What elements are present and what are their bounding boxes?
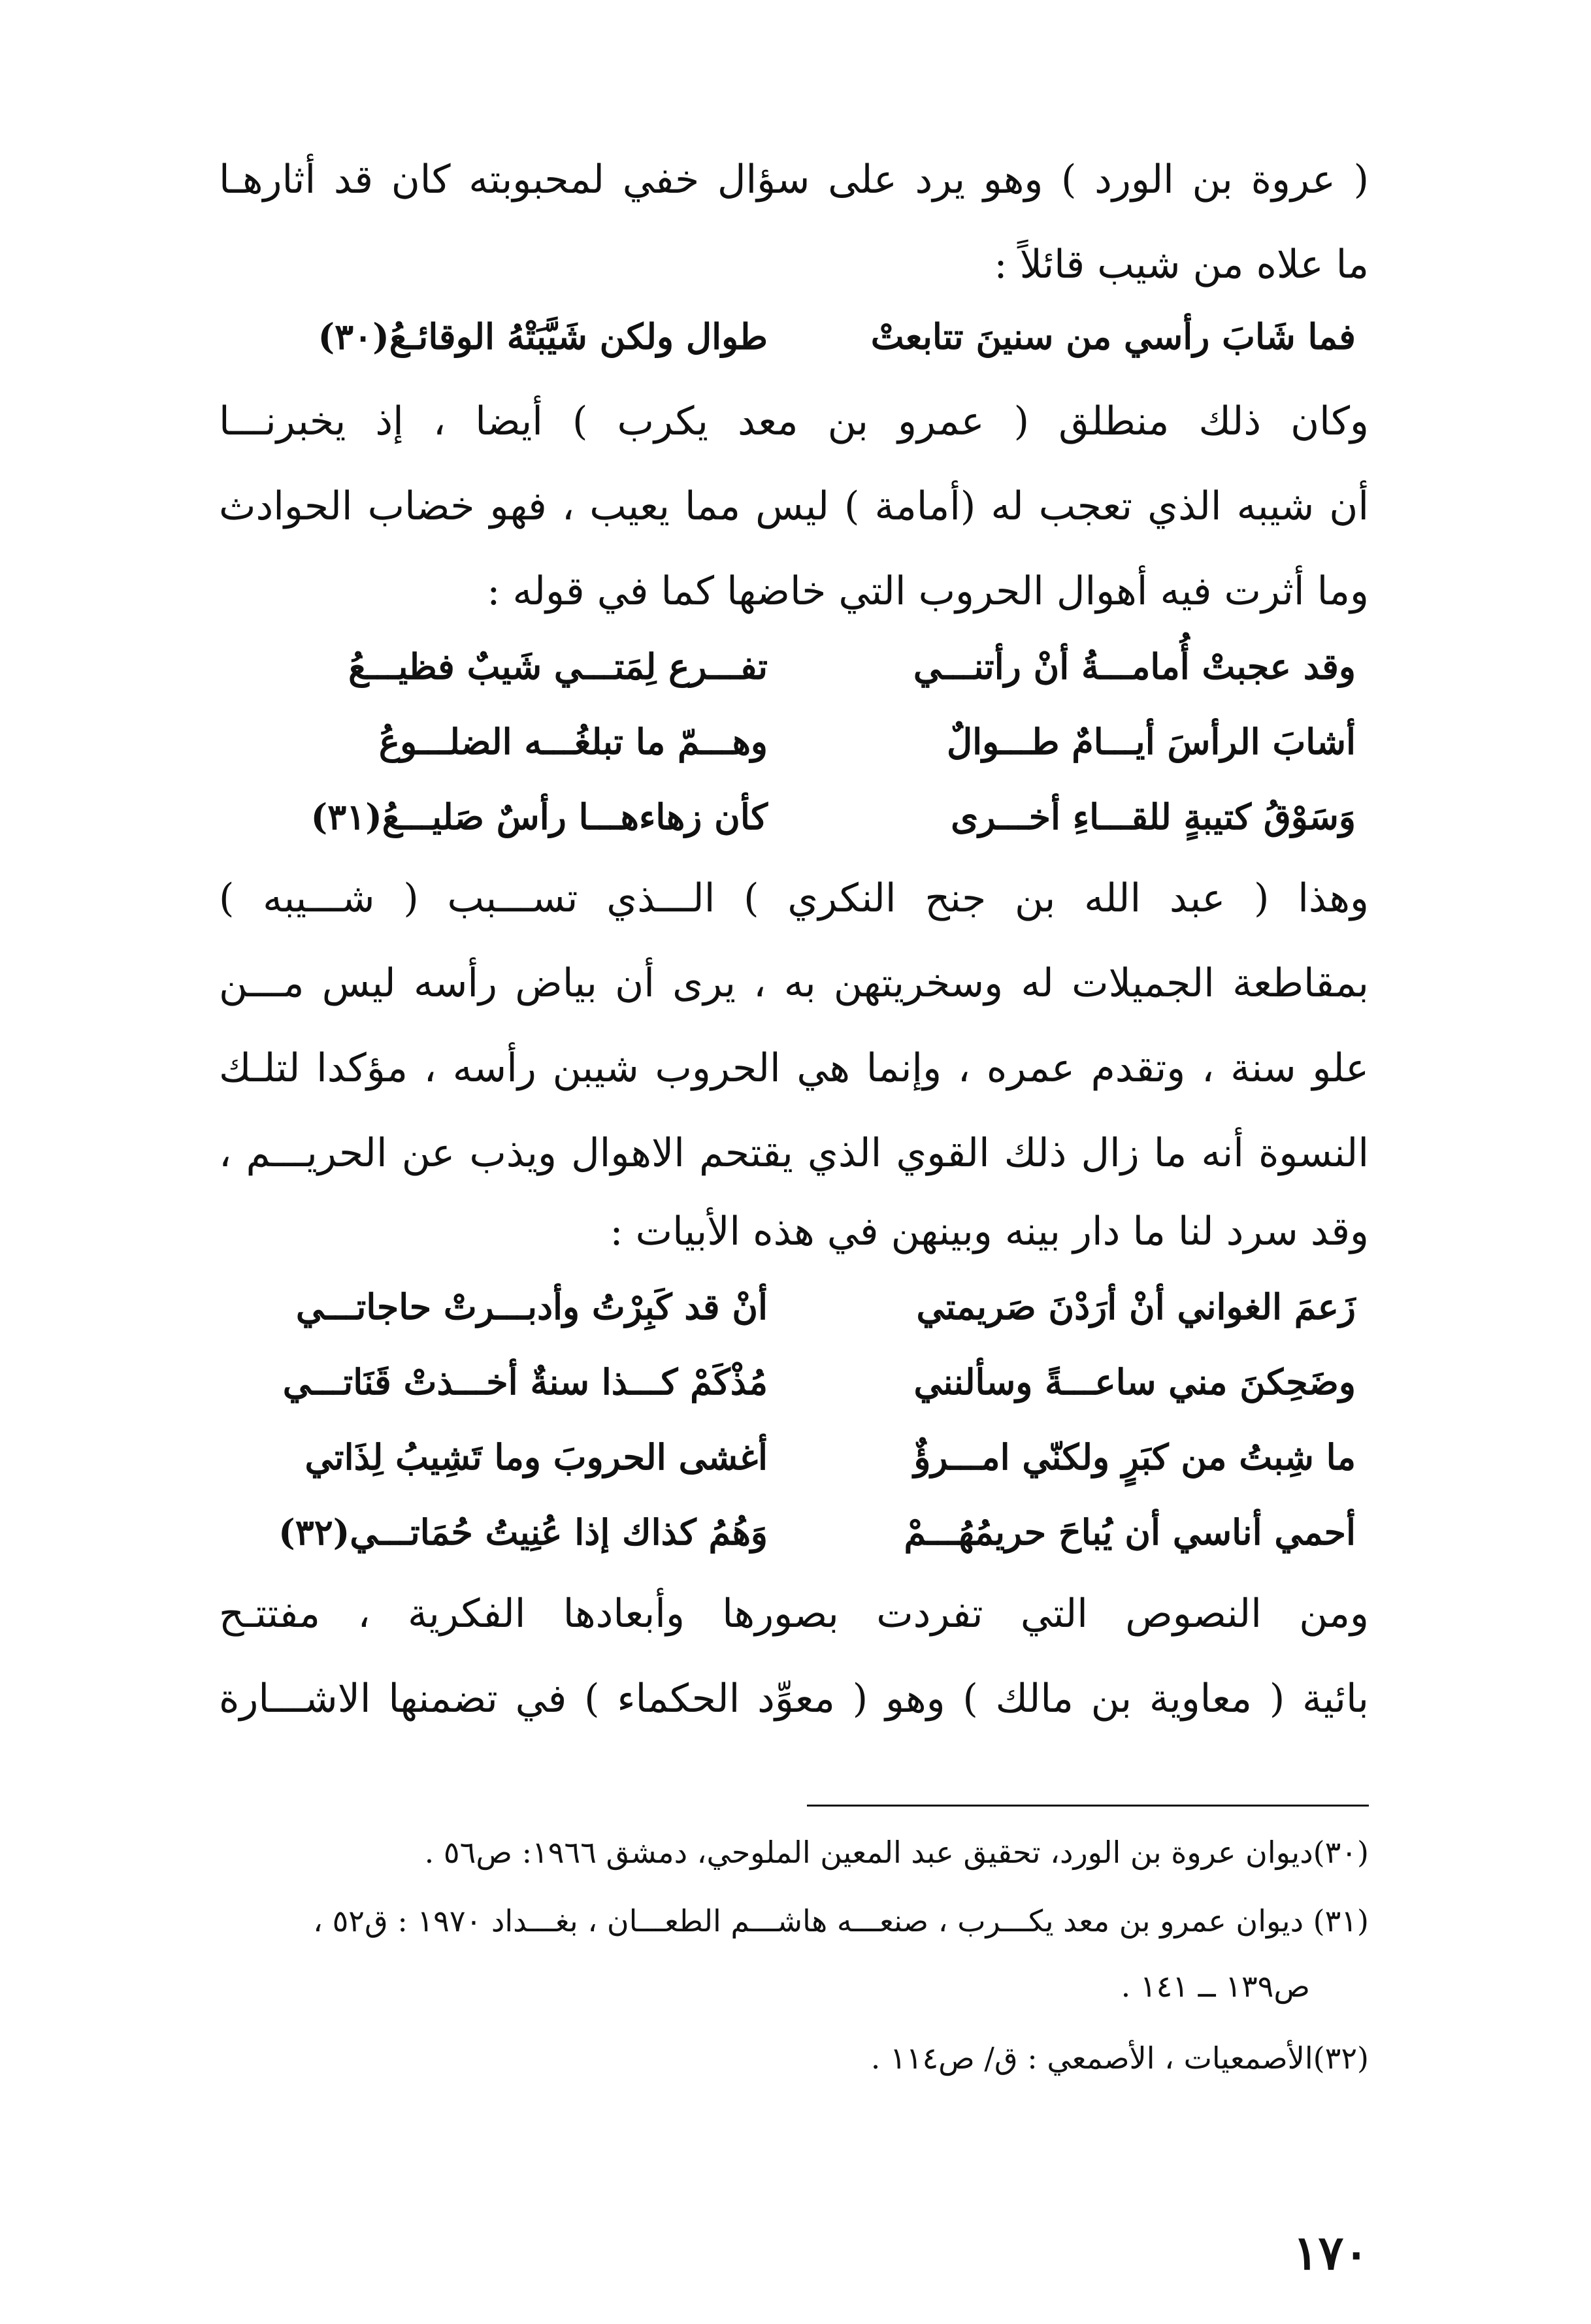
verse-second-hemistich: أنْ قد كَبِرْتُ وأدبـــرتْ حاجاتـــي (295, 1286, 768, 1328)
verse-first-hemistich: ما شِبتُ من كبَرٍ ولكنّي امـــرؤٌ (913, 1436, 1356, 1478)
body-line: وقد سرد لنا ما دار بينه وبينهن في هذه الأبيات : (610, 1209, 1369, 1254)
body-line: ( عروة بن الورد ) وهو يرد على سؤال خفي لمحبوبته كان قد أثارهـا (219, 157, 1369, 203)
verse-row (232, 1503, 1356, 1562)
footnote: (٣١) ديوان عمرو بن معد يكـــرب ، صنعـــه هاشـــم الطعـــان ، بغـــداد ١٩٧٠ : ق٥٢ ، (313, 1903, 1369, 1939)
body-line: وما أثرت فيه أهوال الحروب التي خاضها كما في قوله : (487, 568, 1369, 614)
verse-first-hemistich: زَعمَ الغواني أنْ أرَدْنَ صَريمتي (916, 1286, 1356, 1328)
footnote: (٣٠)ديوان عروة بن الورد، تحقيق عبد المعين الملوحي، دمشق ١٩٦٦: ص٥٦ . (424, 1835, 1369, 1870)
footnote: (٣٢)الأصمعيات ، الأصمعي : ق/ ص١١٤ . (870, 2040, 1369, 2076)
body-line: أن شيبه الذي تعجب له (أمامة ) ليس مما يعيب ، فهو خضاب الحوادث (219, 483, 1369, 529)
verse-second-hemistich: طوال ولكن شَيَّبَتْهُ الوقائـعُ(٣٠) (318, 316, 768, 357)
verse-second-hemistich: تفـــرع لِمَتـــي شَيبٌ فظيـــعُ (348, 646, 768, 687)
body-line: علو سنة ، وتقدم عمره ، وإنما هي الحروب شيبن رأسه ، مؤكدا لتلـك (219, 1045, 1369, 1091)
verse-first-hemistich: أحمي أناسي أن يُباحَ حريمُهُـــمْ (904, 1511, 1356, 1553)
body-line: ومن النصوص التي تفردت بصورها وأبعادها الفكرية ، مفتتـح (219, 1591, 1369, 1637)
page-number: ١٧٠ (1292, 2225, 1369, 2280)
verse-row (232, 1277, 1356, 1336)
body-line: وهذا ( عبد الله بن جنح النكري ) الـــذي تســـبب ( شـــيبه ) (219, 876, 1369, 921)
verse-second-hemistich: وَهُمُ كذاك إذا عُنِيتُ حُمَاتـــي(٣٢) (278, 1511, 768, 1553)
verse-first-hemistich: وقد عجبتْ أُمامـــةُ أنْ رأتنـــي (913, 646, 1356, 687)
verse-row (232, 712, 1356, 771)
verse-row (232, 637, 1356, 696)
verse-second-hemistich: مُذْكَمْ كـــذا سنةٌ أخـــذتْ قَنَاتـــي (282, 1361, 768, 1403)
body-line: بائية ( معاوية بن مالك ) وهو ( معوِّد الحكماء ) في تضمنها الاشـــارة (219, 1676, 1369, 1722)
verse-first-hemistich: فما شَابَ رأسي من سنينَ تتابعتْ (870, 316, 1356, 357)
verse-first-hemistich: وضَحِكنَ مني ساعـــةً وسألنني (913, 1361, 1356, 1403)
verse-second-hemistich: وهـــمّ ما تبلغُـــه الضلـــوعُ (378, 721, 768, 762)
verse-first-hemistich: أشابَ الرأسَ أيـــامٌ طـــوالٌ (946, 721, 1356, 762)
verse-row (232, 1428, 1356, 1486)
verse-row (232, 1352, 1356, 1411)
footnote-separator (807, 1805, 1369, 1807)
body-line: بمقاطعة الجميلات له وسخريتهن به ، يرى أن بياض رأسه ليس مـــن (219, 960, 1369, 1006)
verse-second-hemistich: كأن زهاءهـــا رأسٌ صَليـــعُ(٣١) (310, 796, 768, 838)
verse-first-hemistich: وَسَوْقُ كتيبةٍ للقـــاءِ أخـــرى (951, 796, 1356, 838)
footnote-continuation: ص١٣٩ ــ ١٤١ . (1121, 1969, 1310, 2004)
verse-row (232, 787, 1356, 846)
body-line: النسوة أنه ما زال ذلك القوي الذي يقتحم الاهوال ويذب عن الحريـــم ، (219, 1130, 1369, 1176)
verse-row (232, 307, 1356, 366)
verse-second-hemistich: أغشى الحروبَ وما تَشِيبُ لِذَاتي (304, 1436, 768, 1478)
body-line: وكان ذلك منطلق ( عمرو بن معد يكرب ) أيضا ، إذ يخبرنـــا (219, 399, 1369, 444)
body-line: ما علاه من شيب قائلاً : (994, 242, 1369, 287)
